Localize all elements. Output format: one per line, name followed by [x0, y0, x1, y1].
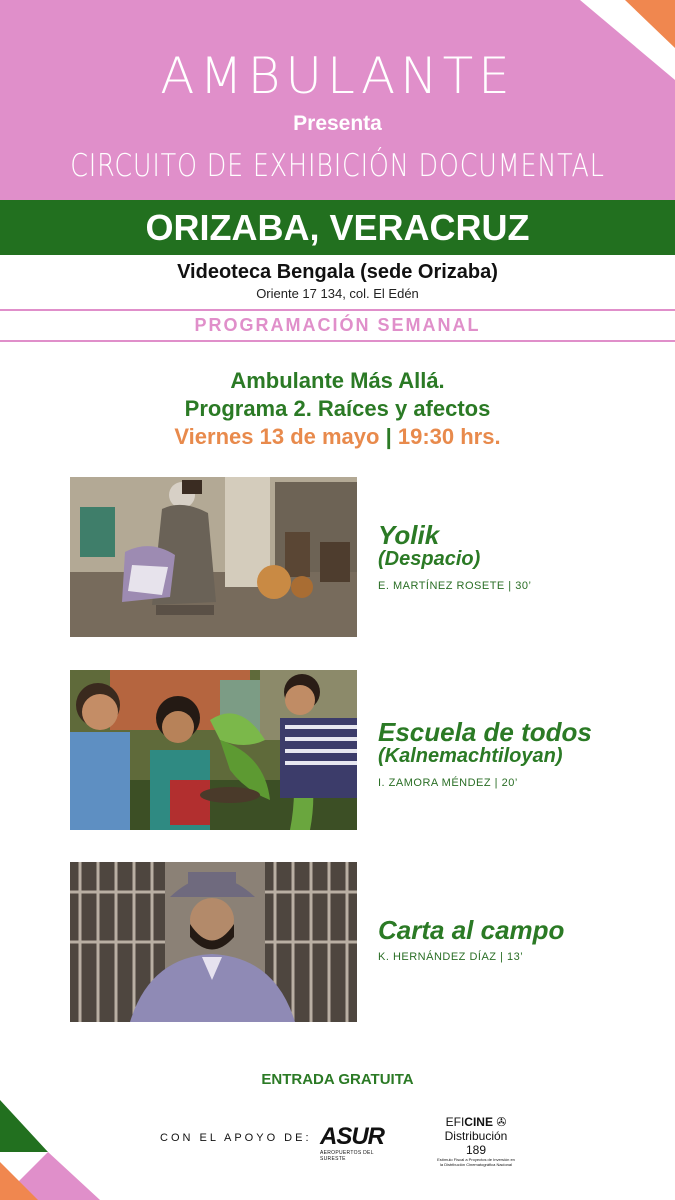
bottom-left-decoration — [0, 1100, 100, 1200]
eficine-logo-title: EFICINE ✇ — [445, 1115, 507, 1129]
presenta-label: Presenta — [293, 112, 382, 135]
program-date: Viernes 13 de mayo — [174, 424, 380, 449]
film-still-yolik — [70, 477, 357, 637]
program-name: Programa 2. Raíces y afectos — [184, 396, 491, 421]
circuit-title: CIRCUITO DE EXHIBICIÓN DOCUMENTAL — [70, 148, 605, 184]
city-title: ORIZABA, VERACRUZ — [0, 200, 675, 255]
asur-logo-tagline: AEROPUERTOS DEL SURESTE — [320, 1150, 374, 1162]
eficine-logo-fine-print: Estímulo Fiscal a Proyectos de Inversión en la Distribución Cinematográfica Nacional — [437, 1157, 515, 1167]
program-time: 19:30 hrs. — [397, 424, 501, 449]
asur-logo — [320, 1124, 398, 1162]
program-heading: PROGRAMACIÓN SEMANAL — [194, 315, 481, 335]
film-title-carta: Carta al campo — [378, 915, 565, 945]
film-subtitle-escuela: (Kalnemachtiloyan) — [378, 745, 563, 767]
header-banner — [0, 0, 675, 200]
asur-logo-word: ASUR — [320, 1123, 385, 1150]
eficine-logo — [436, 1115, 516, 1167]
film-still-escuela — [70, 670, 357, 830]
reel-icon: ✇ — [496, 1115, 507, 1129]
film-credit-yolik: E. MARTÍNEZ ROSETE | 30’ — [378, 580, 532, 592]
corner-decoration-orange — [625, 0, 675, 48]
eficine-logo-number: 189 — [465, 1143, 487, 1157]
sponsor-label: CON EL APOYO DE: — [160, 1132, 312, 1144]
film-title-yolik: Yolik — [378, 520, 440, 550]
date-separator: | — [385, 424, 392, 449]
film-credit-escuela: I. ZAMORA MÉNDEZ | 20’ — [378, 777, 518, 789]
program-datetime — [0, 424, 675, 450]
free-entry-label: ENTRADA GRATUITA — [261, 1071, 414, 1088]
venue-address: Oriente 17 134, col. El Edén — [256, 286, 419, 301]
eficine-logo-line2: Distribución — [444, 1129, 508, 1143]
program-series: Ambulante Más Allá. — [230, 368, 445, 393]
divider-bottom — [0, 340, 675, 342]
divider-top — [0, 309, 675, 311]
brand-logo-text: AMBULANTE — [160, 47, 515, 105]
film-title-escuela: Escuela de todos — [378, 717, 592, 747]
film-subtitle-yolik: (Despacio) — [378, 548, 481, 570]
film-credit-carta: K. HERNÁNDEZ DÍAZ | 13’ — [378, 951, 524, 963]
film-still-carta — [70, 862, 357, 1022]
venue-name: Videoteca Bengala (sede Orizaba) — [177, 261, 498, 283]
